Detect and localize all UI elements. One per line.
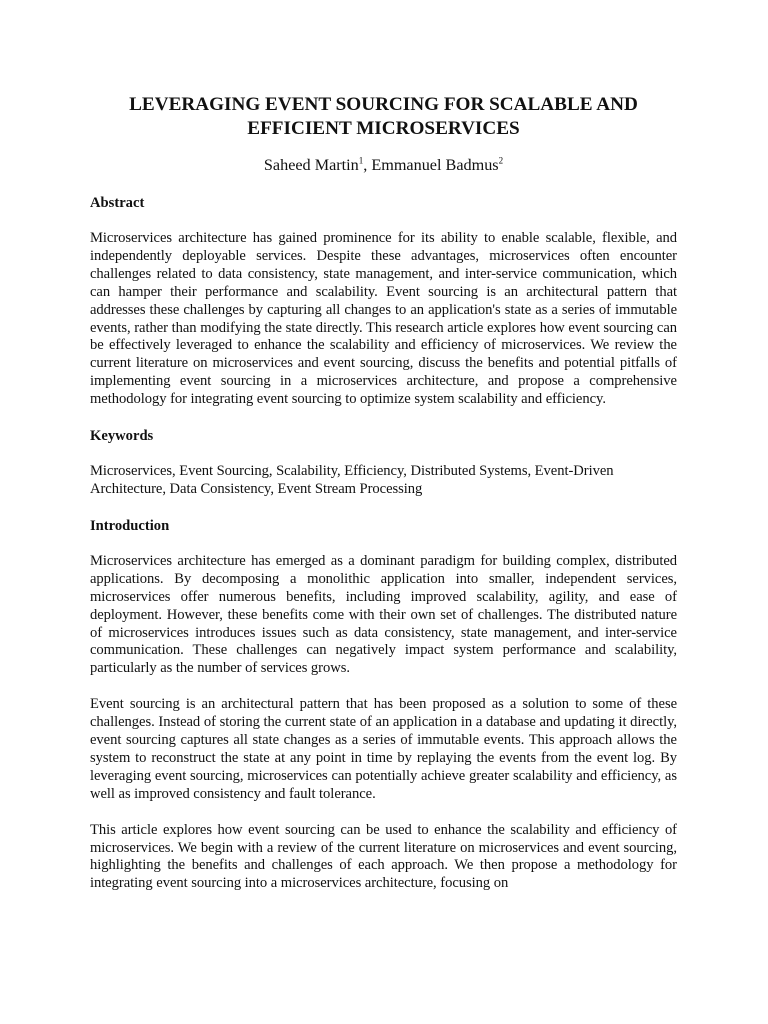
abstract-heading: Abstract [90,195,145,211]
author-name: Saheed Martin [263,156,359,174]
introduction-paragraph-2: Event sourcing is an architectural pattern that has been proposed as a solution to some of these challenges. Instead of storing the current state of an application in a database and updating it directly, event sourcing captures all state changes as a series of immutable events. This approach allows the system to reconstruct the state at any point in time by replaying the events from the event log. By leveraging event sourcing, microservices can potentially achieve greater scalability and efficiency, as well as improved consistency and fault tolerance. [90,696,677,802]
author-affiliation: 2 [498,155,504,166]
abstract-paragraph: Microservices architecture has gained prominence for its ability to enable scalable, flexible, and independently deployable services. Despite these advantages, microservices often encounter challenges related to data consistency, state management, and inter-service communication, which can hamper their performance and scalability. Event sourcing is an architectural pattern that addresses these challenges by capturing all changes to an application's state as a series of immutable events, rather than modifying the state directly. This research article explores how event sourcing can be effectively leveraged to enhance the scalability and efficiency of microservices. We review the current literature on microservices and event sourcing, discuss the benefits and potential pitfalls of implementing event sourcing in a microservices architecture, and propose a comprehensive methodology for integrating event sourcing to optimize system scalability and efficiency. [90,230,677,408]
introduction-paragraph-1: Microservices architecture has emerged as a dominant paradigm for building complex, distributed applications. By decomposing a monolithic application into smaller, independent services, microservices offer numerous benefits, including improved scalability, agility, and ease of deployment. However, these benefits come with their own set of challenges. The distributed nature of microservices introduces issues such as data consistency, state management, and inter-service communication. These challenges can negatively impact system performance and scalability, particularly as the number of services grows. [90,552,677,677]
title-line-2: EFFICIENT MICROSERVICES [247,118,520,139]
keywords-heading: Keywords [90,428,154,445]
author-name: Emmanuel Badmus [371,156,499,174]
introduction-paragraph-3: This article explores how event sourcing can be used to enhance the scalability and efficiency of microservices. We begin with a review of the current literature on microservices and event sourcing, highlighting the benefits and challenges of each approach. We then propose a methodology for integrating event sourcing into a microservices architecture, focusing on [90,821,677,892]
keywords-paragraph: Microservices, Event Sourcing, Scalability, Efficiency, Distributed Systems, Event-Driven Architecture, Data Consistency, Event Stream Processing [90,463,614,497]
paper-title [90,93,677,141]
introduction-heading: Introduction [90,517,170,534]
author-list [90,154,677,176]
paper-page [90,93,677,893]
author-affiliation: 1 [358,155,364,166]
author-separator: , [363,156,372,174]
title-line-1: LEVERAGING EVENT SOURCING FOR SCALABLE AND [129,94,638,115]
